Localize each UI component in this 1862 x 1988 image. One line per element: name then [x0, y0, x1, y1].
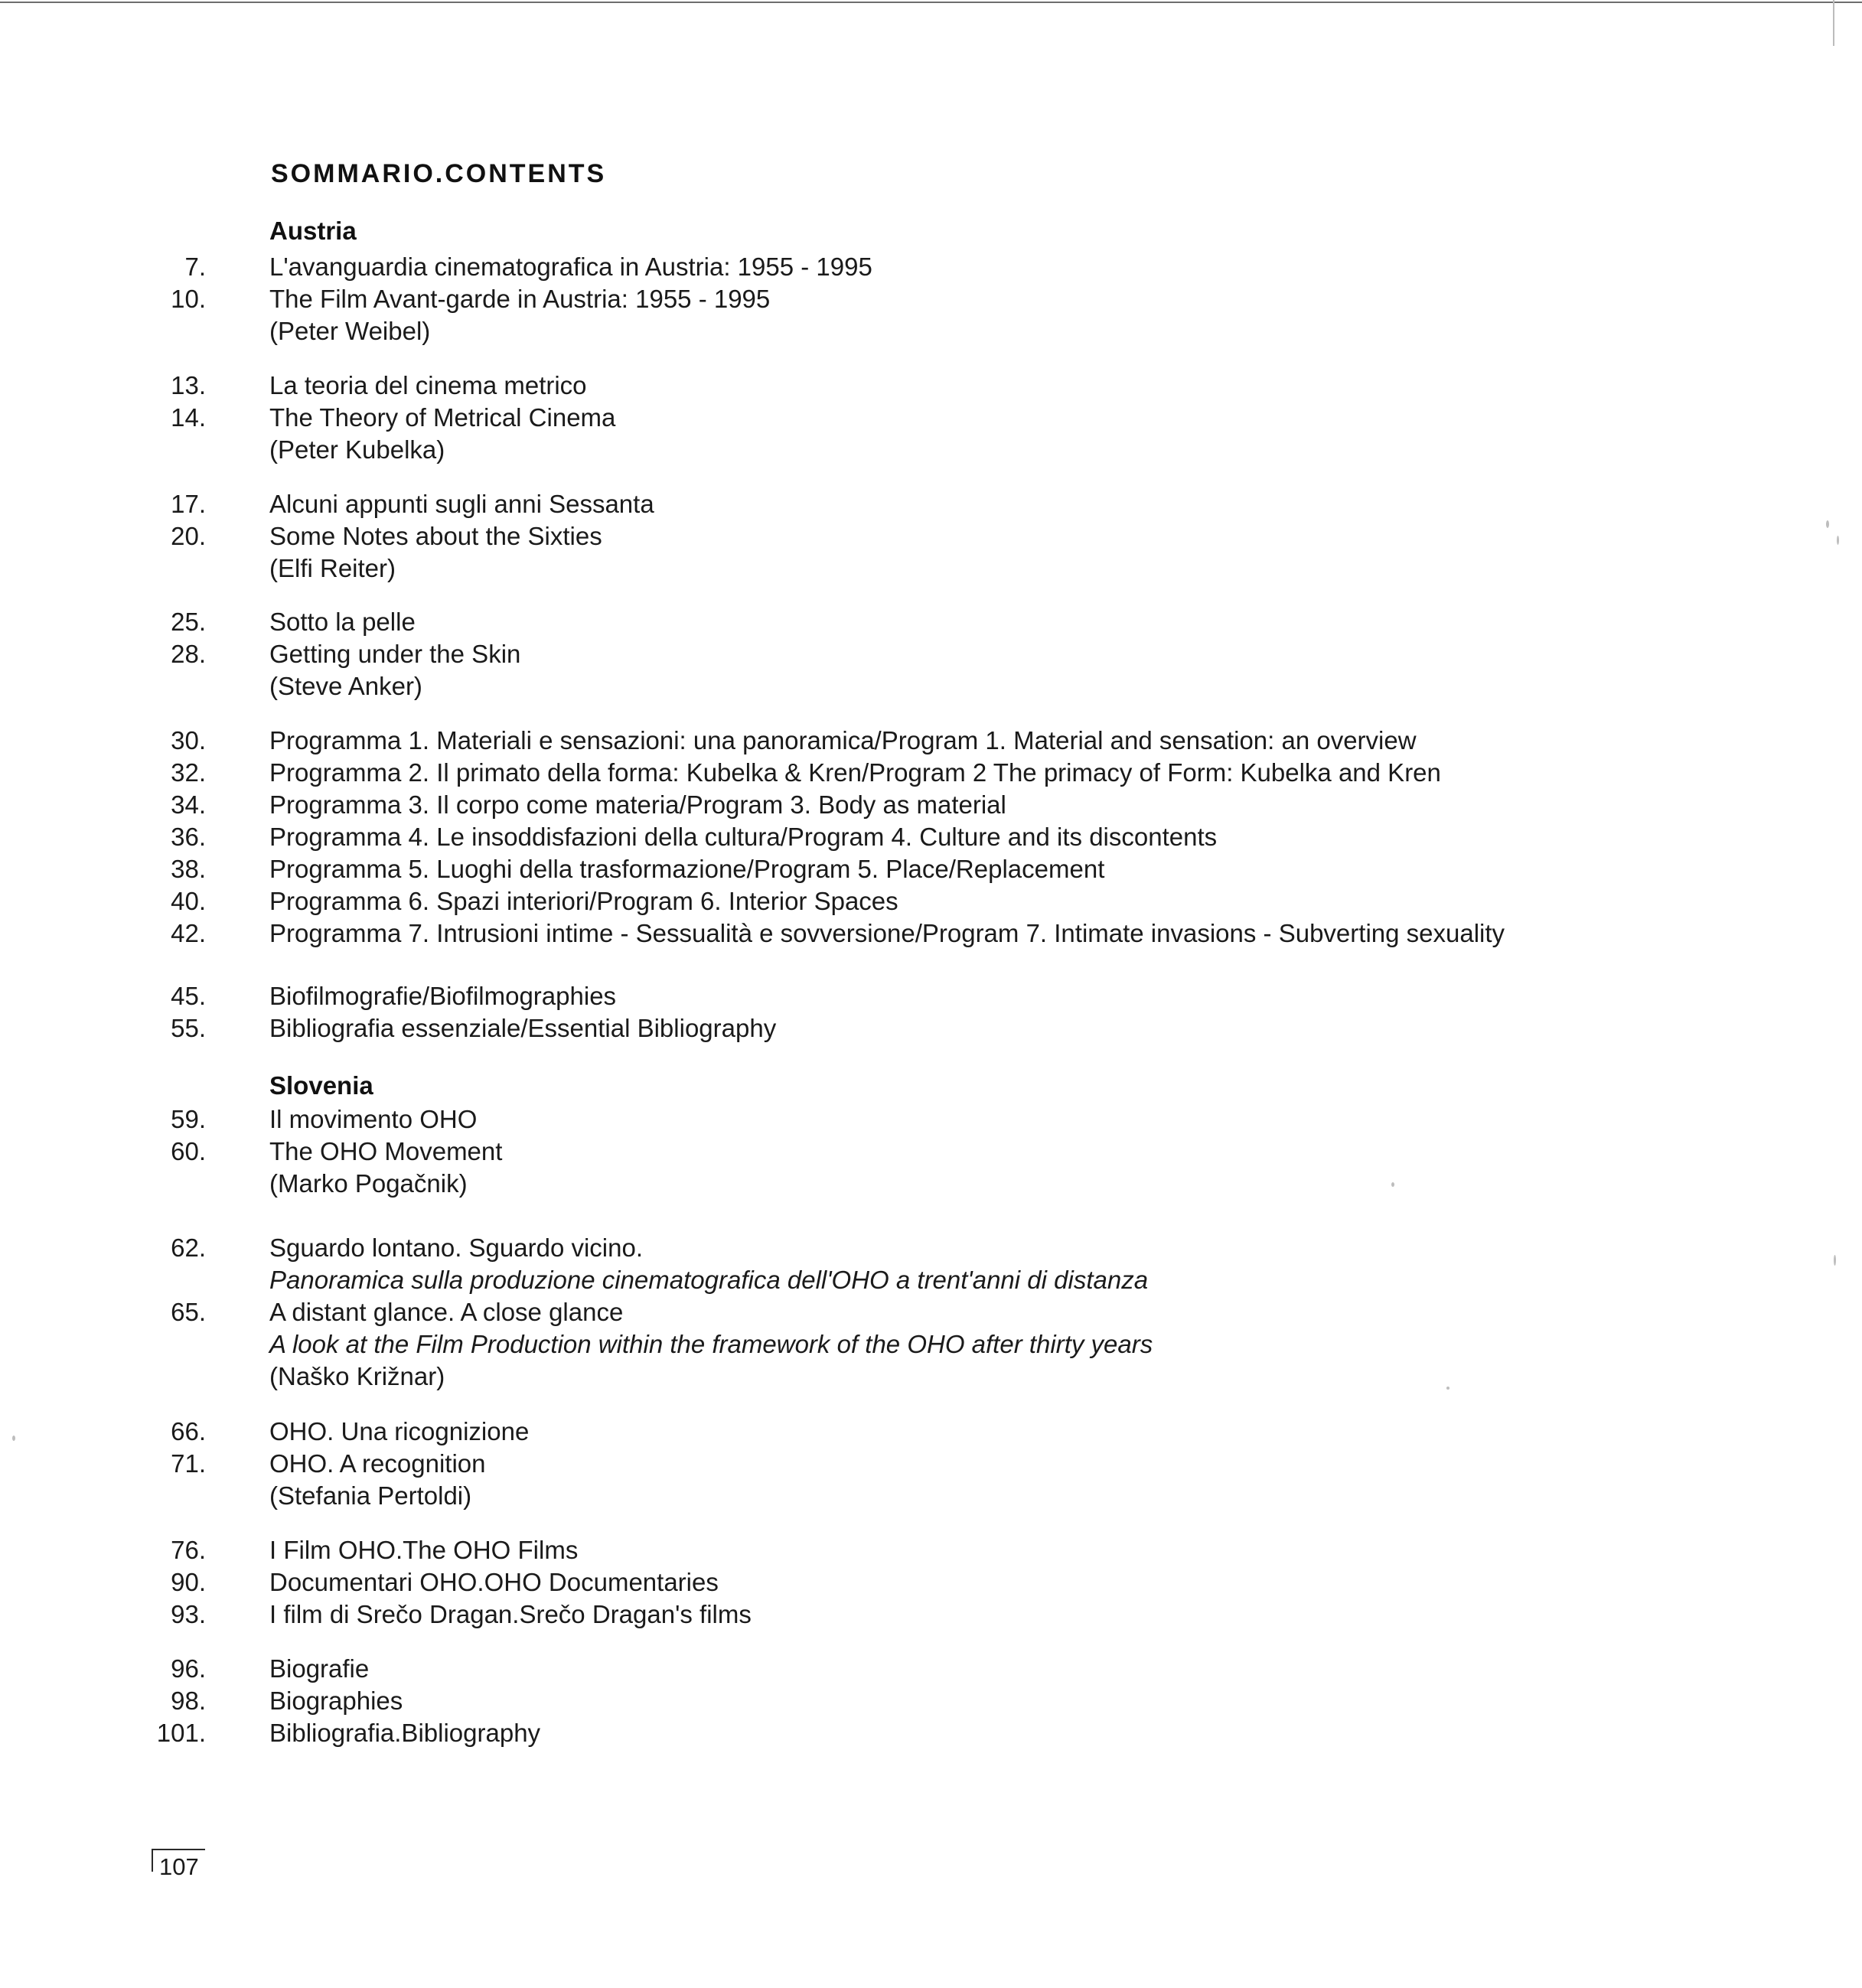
toc-entry-text: Some Notes about the Sixties — [269, 522, 602, 550]
toc-entry-text: The OHO Movement — [269, 1137, 503, 1165]
toc-entry-text: Getting under the Skin — [269, 640, 521, 668]
toc-page-number: 62. — [171, 1234, 206, 1262]
toc-entry-text: Sotto la pelle — [269, 608, 416, 636]
section-title: Slovenia — [269, 1071, 373, 1100]
toc-entry-text: Programma 6. Spazi interiori/Program 6. Interior Spaces — [269, 887, 898, 915]
toc-entry-text: (Stefania Pertoldi) — [269, 1481, 472, 1510]
toc-entry-text: Biofilmografie/Biofilmographies — [269, 982, 617, 1010]
toc-page-number: 7. — [184, 253, 206, 281]
toc-entry — [0, 1480, 1862, 1512]
toc-entry-text: I film di Srečo Dragan.Srečo Dragan's films — [269, 1600, 752, 1628]
toc-entry — [0, 1264, 1862, 1296]
toc-entry — [0, 725, 1862, 757]
page-title: SOMMARIO.CONTENTS — [271, 159, 607, 188]
toc-page-number: 20. — [171, 522, 206, 550]
toc-entry-text: OHO. Una ricognizione — [269, 1417, 530, 1445]
toc-page-number: 17. — [171, 490, 206, 518]
toc-entry-text: La teoria del cinema metrico — [269, 371, 587, 399]
scan-speck — [12, 1436, 15, 1441]
right-edge-rule — [1833, 0, 1834, 46]
toc-entry-text: Biografie — [269, 1654, 370, 1683]
toc-entry-text: Panoramica sulla produzione cinematografica dell'OHO a trent'anni di distanza — [269, 1266, 1149, 1294]
toc-page-number: 10. — [171, 285, 206, 313]
toc-page-number: 36. — [171, 823, 206, 851]
toc-page-number: 42. — [171, 919, 206, 947]
scan-speck — [1826, 520, 1829, 528]
toc-page-number: 30. — [171, 726, 206, 754]
toc-entry-text: Documentari OHO.OHO Documentaries — [269, 1568, 719, 1596]
toc-entry-text: Programma 1. Materiali e sensazioni: una panoramica/Program 1. Material and sensation: an overview — [269, 726, 1417, 754]
toc-entry — [0, 1168, 1862, 1200]
toc-entry — [0, 757, 1862, 789]
toc-entry — [0, 853, 1862, 885]
scan-speck — [1837, 536, 1839, 545]
scan-speck — [1446, 1387, 1449, 1390]
toc-page-number: 55. — [171, 1014, 206, 1042]
toc-entry — [0, 402, 1862, 434]
toc-entry — [0, 434, 1862, 466]
toc-page-number: 45. — [171, 982, 206, 1010]
toc-page-number: 32. — [171, 758, 206, 787]
toc-entry — [0, 1653, 1862, 1685]
toc-entry — [0, 1136, 1862, 1168]
toc-page-number: 13. — [171, 371, 206, 399]
toc-page-number: 38. — [171, 855, 206, 883]
toc-entry — [0, 789, 1862, 821]
toc-entry — [0, 370, 1862, 402]
toc-page-number: 66. — [171, 1417, 206, 1445]
toc-page-number: 28. — [171, 640, 206, 668]
scan-speck — [1391, 1182, 1394, 1187]
toc-entry — [0, 821, 1862, 853]
toc-entry-text: A distant glance. A close glance — [269, 1298, 624, 1326]
toc-page-number: 101. — [156, 1719, 206, 1747]
toc-entry — [0, 638, 1862, 670]
toc-page-number: 14. — [171, 403, 206, 432]
toc-entry-text: L'avanguardia cinematografica in Austria: 1955 - 1995 — [269, 253, 872, 281]
toc-entry-text: (Steve Anker) — [269, 672, 422, 700]
toc-entry-text: Programma 4. Le insoddisfazioni della cultura/Program 4. Culture and its discontents — [269, 823, 1218, 851]
toc-entry-text: (Peter Kubelka) — [269, 435, 445, 464]
toc-entry-text: (Naško Križnar) — [269, 1362, 445, 1390]
toc-entry-text: Programma 2. Il primato della forma: Kubelka & Kren/Program 2 The primacy of Form: Kubelka and Kren — [269, 758, 1441, 787]
toc-entry — [0, 1232, 1862, 1264]
toc-entry — [0, 283, 1862, 315]
toc-entry — [0, 1416, 1862, 1448]
toc-page-number: 25. — [171, 608, 206, 636]
toc-entry — [0, 552, 1862, 585]
toc-entry — [0, 885, 1862, 917]
toc-entry-text: Biographies — [269, 1687, 403, 1715]
toc-entry-text: The Theory of Metrical Cinema — [269, 403, 616, 432]
toc-entry-text: Programma 7. Intrusioni intime - Sessualità e sovversione/Program 7. Intimate invasions - Subverting sexuality — [269, 919, 1505, 947]
section-title: Austria — [269, 217, 357, 245]
page-number: 107 — [159, 1853, 199, 1880]
toc-entry — [0, 670, 1862, 702]
toc-entry-text: Programma 5. Luoghi della trasformazione/Program 5. Place/Replacement — [269, 855, 1105, 883]
toc-page-number: 34. — [171, 790, 206, 819]
toc-entry-text: Bibliografia essenziale/Essential Bibliography — [269, 1014, 777, 1042]
toc-page-number: 60. — [171, 1137, 206, 1165]
toc-entry — [0, 1566, 1862, 1599]
toc-page-number: 96. — [171, 1654, 206, 1683]
toc-page-number: 76. — [171, 1536, 206, 1564]
top-rule — [0, 2, 1862, 3]
toc-entry — [0, 520, 1862, 552]
toc-entry — [0, 1103, 1862, 1136]
toc-entry-text: Programma 3. Il corpo come materia/Program 3. Body as material — [269, 790, 1006, 819]
toc-entry — [0, 251, 1862, 283]
toc-entry-text: Alcuni appunti sugli anni Sessanta — [269, 490, 654, 518]
toc-entry-text: (Peter Weibel) — [269, 317, 431, 345]
toc-entry-text: (Marko Pogačnik) — [269, 1169, 468, 1198]
toc-page-number: 90. — [171, 1568, 206, 1596]
toc-entry — [0, 606, 1862, 638]
scan-speck — [1834, 1255, 1836, 1266]
toc-page-number: 71. — [171, 1449, 206, 1478]
toc-entry-text: I Film OHO.The OHO Films — [269, 1536, 579, 1564]
toc-page-number: 98. — [171, 1687, 206, 1715]
toc-entry — [0, 1599, 1862, 1631]
toc-page-number: 93. — [171, 1600, 206, 1628]
toc-entry — [0, 1717, 1862, 1749]
toc-entry-text: (Elfi Reiter) — [269, 554, 396, 582]
toc-entry-text: Sguardo lontano. Sguardo vicino. — [269, 1234, 644, 1262]
toc-entry — [0, 1448, 1862, 1480]
toc-entry — [0, 1296, 1862, 1328]
toc-entry-text: OHO. A recognition — [269, 1449, 486, 1478]
toc-entry-text: The Film Avant-garde in Austria: 1955 - 1995 — [269, 285, 771, 313]
toc-entry — [0, 980, 1862, 1012]
toc-entry — [0, 1534, 1862, 1566]
toc-entry — [0, 1328, 1862, 1361]
toc-entry — [0, 1012, 1862, 1045]
toc-page-number: 65. — [171, 1298, 206, 1326]
toc-entry — [0, 315, 1862, 347]
toc-page-number: 40. — [171, 887, 206, 915]
toc-page-number: 59. — [171, 1105, 206, 1133]
toc-entry-text: Il movimento OHO — [269, 1105, 478, 1133]
toc-entry — [0, 488, 1862, 520]
toc-entry-text: A look at the Film Production within the framework of the OHO after thirty years — [269, 1330, 1153, 1358]
toc-entry-text: Bibliografia.Bibliography — [269, 1719, 541, 1747]
toc-entry — [0, 917, 1862, 950]
toc-entry — [0, 1685, 1862, 1717]
toc-entry — [0, 1361, 1862, 1393]
